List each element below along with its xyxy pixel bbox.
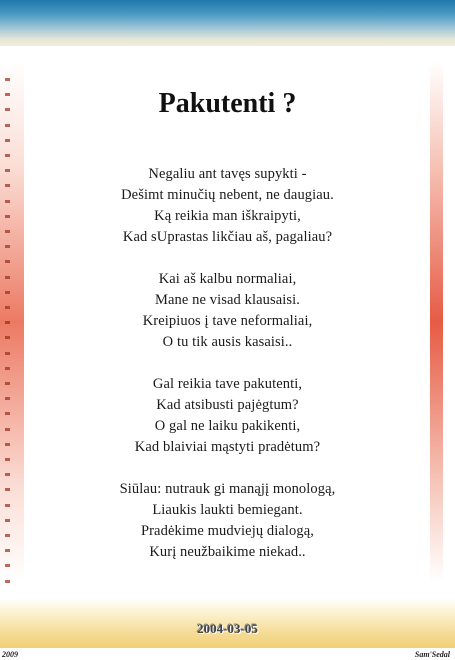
poem-line: Dešimt minučių nebent, ne daugiau. bbox=[121, 187, 334, 203]
poem-date: 2004-03-05 bbox=[197, 621, 258, 636]
stanza bbox=[0, 164, 455, 248]
stanza bbox=[0, 479, 455, 563]
top-gradient-band bbox=[0, 0, 455, 46]
footer-strip bbox=[0, 648, 455, 660]
ornament-mark bbox=[5, 139, 10, 142]
ornament-mark bbox=[5, 580, 10, 583]
poem-line: Kreipiuos į tave neformaliai, bbox=[142, 313, 313, 329]
poem-line: Gal reikia tave pakutenti, bbox=[152, 376, 303, 392]
poem-line: Kad atsibusti pajėgtum? bbox=[156, 397, 299, 413]
poem-line: Siūlau: nutrauk gi manąjį monologą, bbox=[119, 481, 336, 497]
stanza bbox=[0, 374, 455, 458]
poem-line: Mane ne visad klausaisi. bbox=[155, 292, 300, 308]
poem-line: Kurį neužbaikime niekad.. bbox=[149, 544, 306, 560]
poem-title: Pakutenti ? bbox=[158, 88, 297, 119]
poem-line: Negaliu ant tavęs supykti - bbox=[148, 166, 307, 182]
poem-line: Kad blaiviai mąstyti pradėtum? bbox=[134, 439, 321, 455]
poem-line: O tu tik ausis kasaisi.. bbox=[162, 334, 293, 350]
poem-body bbox=[0, 164, 455, 563]
poem-line: Pradėkime mudviejų dialogą, bbox=[140, 523, 315, 539]
ornament-mark bbox=[5, 564, 10, 567]
ornament-mark bbox=[5, 154, 10, 157]
stanza bbox=[0, 269, 455, 353]
poem-line: Kad sUprastas likčiau aš, pagaliau? bbox=[122, 229, 333, 245]
poem-line: Kai aš kalbu normaliai, bbox=[158, 271, 297, 287]
footer-author-signature: Sam'Sedal bbox=[414, 650, 450, 659]
footer-year: 2009 bbox=[2, 650, 18, 659]
ornament-mark bbox=[5, 78, 10, 81]
ornament-mark bbox=[5, 124, 10, 127]
poem-line: O gal ne laiku pakikenti, bbox=[154, 418, 301, 434]
poem-line: Ką reikia man iškraipyti, bbox=[154, 208, 301, 224]
poem-line: Liaukis laukti bemiegant. bbox=[152, 502, 303, 518]
